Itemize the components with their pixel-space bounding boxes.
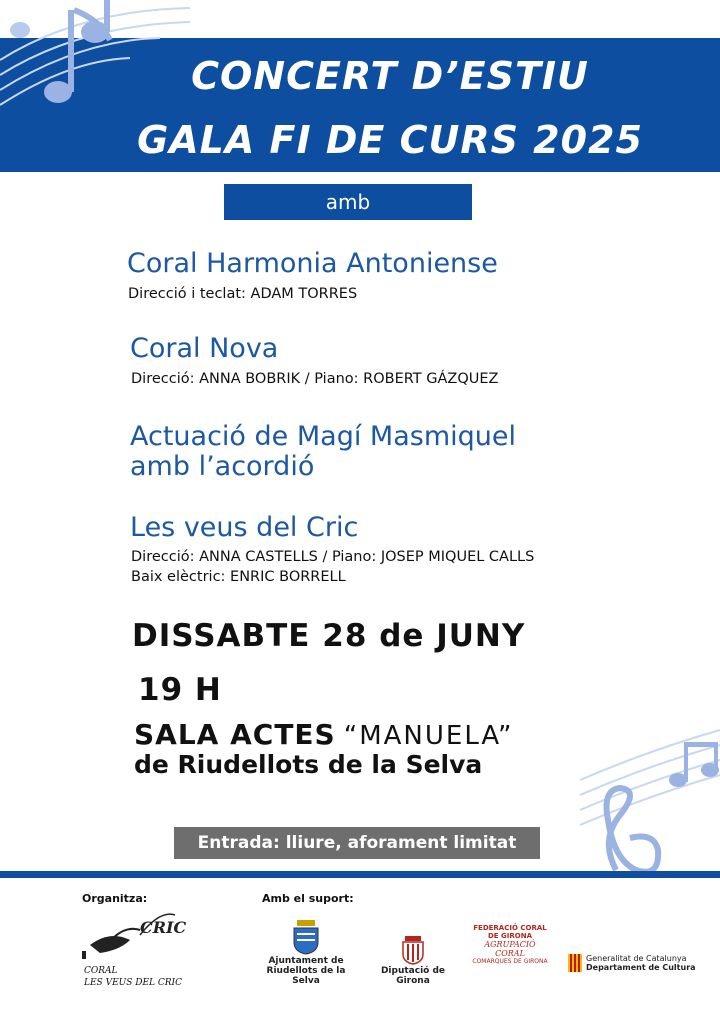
title-line-1: CONCERT D’ESTIU [191,54,589,98]
group-direction-coral-nova: Direcció: ANNA BOBRIK / Piano: ROBERT GÁZQUEZ [131,371,499,387]
event-hour: 19 H [138,672,222,708]
federacio-bottom-text: COMARQUES DE GIRONA [472,958,548,965]
title-line-2: GALA FI DE CURS 2025 [137,118,643,162]
generalitat-logo [568,954,698,972]
federacio-mid-2: CORAL [495,949,525,958]
event-date: DISSABTE 28 de JUNY [132,618,526,654]
cric-caption-line-2: LES VEUS DEL CRIC [84,978,182,988]
venue-name: SALA ACTES [134,718,336,751]
footer-divider [0,871,720,878]
generalitat-line-1: Generalitat de Catalunya [586,954,687,963]
cric-caption-line-1: CORAL [84,966,118,976]
generalitat-flag-icon [568,954,582,972]
ajuntament-line-1: Ajuntament de [268,956,344,966]
diputacio-logo [368,936,458,986]
diputacio-shield-icon [401,936,425,964]
coral-cric-logo-icon [80,905,187,965]
performance-magi-line-1: Actuació de Magí Masmiquel [130,421,517,452]
amb-label: amb [224,184,472,220]
entry-info-badge: Entrada: lliure, aforament limitat [174,827,540,859]
ajuntament-shield-icon [291,920,321,954]
ajuntament-line-2: Riudellots de la Selva [266,966,346,986]
venue-quote: “MANUELA” [343,721,514,751]
ajuntament-logo [258,920,354,986]
group-direction-harmonia: Direcció i teclat: ADAM TORRES [128,286,358,302]
federacio-mid-1: AGRUPACIÓ [484,940,536,949]
generalitat-line-2: Departament de Cultura [586,963,696,972]
federacio-coral-logo [470,924,550,965]
group-name-veus-del-cric: Les veus del Cric [130,512,359,543]
organitza-label: Organitza: [82,892,148,905]
event-venue-line-1 [134,718,513,751]
performance-magi-line-2: amb l’acordió [130,451,315,482]
diputacio-text: Diputació de Girona [380,966,446,986]
group-name-harmonia: Coral Harmonia Antoniense [127,248,498,279]
suport-label: Amb el suport: [262,892,354,905]
group-bass-veus-del-cric: Baix elèctric: ENRIC BORRELL [131,569,346,585]
event-venue-line-2: de Riudellots de la Selva [134,750,483,779]
group-name-coral-nova: Coral Nova [130,333,279,364]
group-direction-veus-del-cric: Direcció: ANNA CASTELLS / Piano: JOSEP MIQUEL CALLS [131,549,535,565]
cric-logo-text: CRIC [140,918,187,937]
federacio-arc-text: FEDERACIÓ CORAL DE GIRONA [473,924,547,940]
